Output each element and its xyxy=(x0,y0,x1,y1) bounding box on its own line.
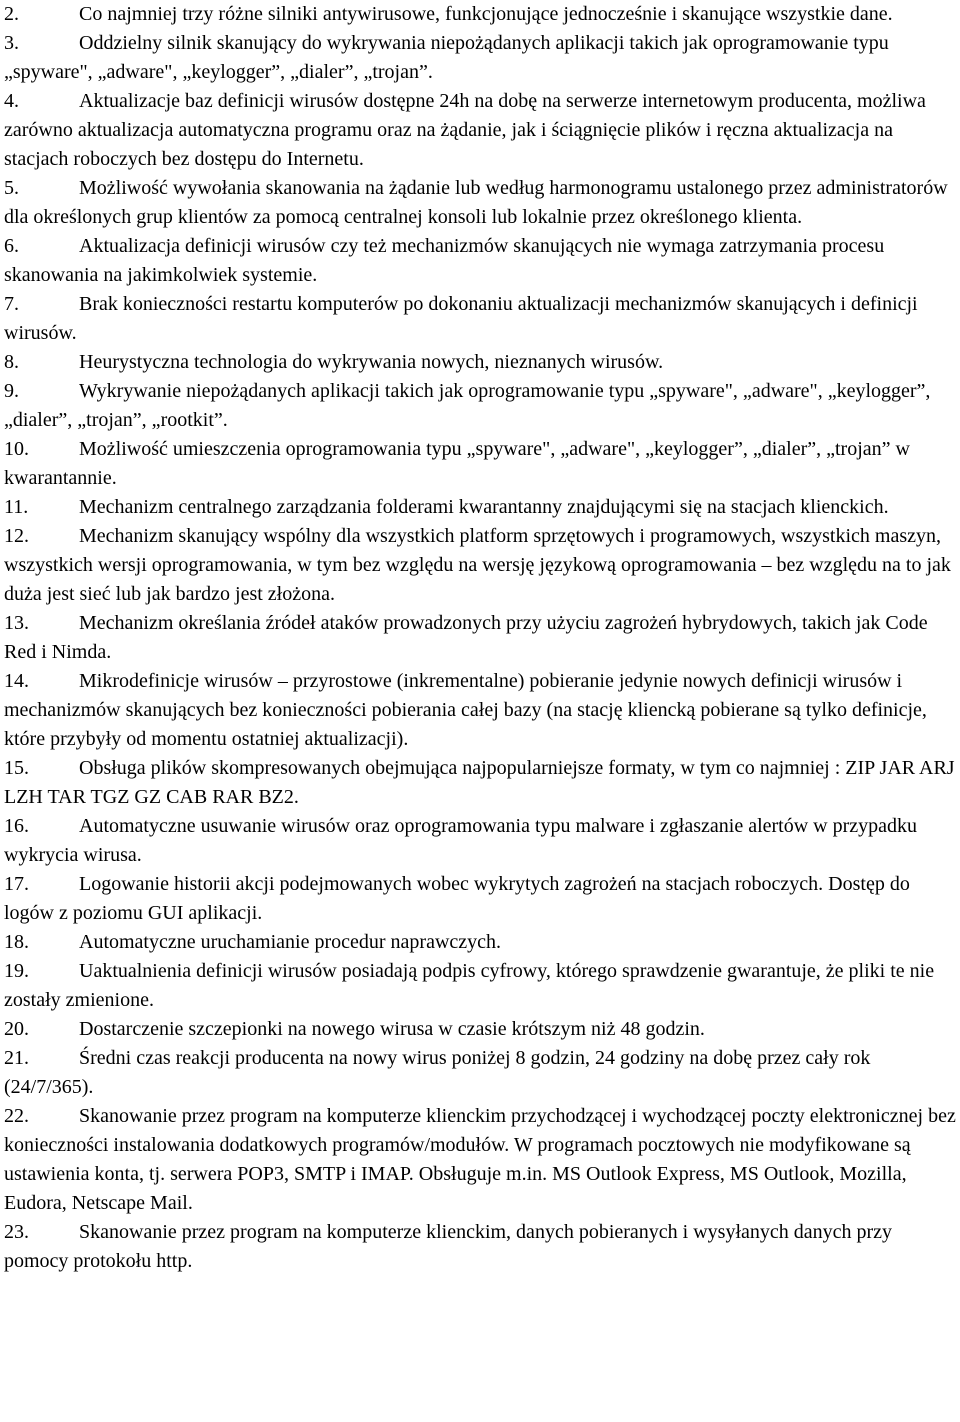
list-item xyxy=(4,1044,956,1102)
item-number: 14. xyxy=(4,670,29,692)
item-number: 6. xyxy=(4,235,19,257)
item-text: Mechanizm określania źródeł ataków prowadzonych przy użyciu zagrożeń hybrydowych, takich jak Code Red i Nimda. xyxy=(4,612,928,663)
item-text: Mechanizm centralnego zarządzania folderami kwarantanny znajdującymi się na stacjach klienckich. xyxy=(79,496,889,518)
list-item xyxy=(4,522,956,609)
item-text: Obsługa plików skompresowanych obejmująca najpopularniejsze formaty, w tym co najmniej : ZIP JAR ARJ LZH TAR TGZ GZ CAB RAR BZ2. xyxy=(4,757,955,808)
list-item xyxy=(4,348,956,377)
item-number: 10. xyxy=(4,438,29,460)
list-item xyxy=(4,493,956,522)
item-number: 15. xyxy=(4,757,29,779)
item-number: 20. xyxy=(4,1018,29,1040)
list-item xyxy=(4,0,956,29)
item-text: Logowanie historii akcji podejmowanych wobec wykrytych zagrożeń na stacjach roboczych. Dostęp do logów z poziomu GUI aplikacji. xyxy=(4,873,910,924)
item-number: 23. xyxy=(4,1221,29,1243)
item-text: Co najmniej trzy różne silniki antywirusowe, funkcjonujące jednocześnie i skanujące wszystkie dane. xyxy=(79,3,893,25)
list-item xyxy=(4,290,956,348)
item-number: 18. xyxy=(4,931,29,953)
item-number: 17. xyxy=(4,873,29,895)
item-text: Aktualizacje baz definicji wirusów dostępne 24h na dobę na serwerze internetowym producenta, możliwa zarówno aktualizacja automatyczna programu oraz na żądanie, jak i ściągnięcie plików i ręczna aktualizacja na stacjach roboczych bez dostępu do Internetu. xyxy=(4,90,926,170)
list-item xyxy=(4,174,956,232)
item-text: Skanowanie przez program na komputerze klienckim przychodzącej i wychodzącej poczty elektronicznej bez konieczności instalowania dodatkowych programów/modułów. W programach pocztowych nie modyfikowane są ustawienia konta, tj. serwera POP3, SMTP i IMAP. Obsługuje m.in. MS Outlook Express, MS Outlook, Mozilla, Eudora, Netscape Mail. xyxy=(4,1105,956,1214)
item-text: Wykrywanie niepożądanych aplikacji takich jak oprogramowanie typu „spyware", „adware", „keylogger”, „dialer”, „trojan”, „rootkit”. xyxy=(4,380,931,431)
item-number: 2. xyxy=(4,3,19,25)
list-item xyxy=(4,957,956,1015)
item-text: Aktualizacja definicji wirusów czy też mechanizmów skanujących nie wymaga zatrzymania procesu skanowania na jakimkolwiek systemie. xyxy=(4,235,885,286)
item-number: 16. xyxy=(4,815,29,837)
list-item xyxy=(4,1276,956,1305)
list-item xyxy=(4,87,956,174)
item-number: 5. xyxy=(4,177,19,199)
item-number: 21. xyxy=(4,1047,29,1069)
item-number: 19. xyxy=(4,960,29,982)
item-number: 9. xyxy=(4,380,19,402)
list-item xyxy=(4,609,956,667)
item-text: Oddzielny silnik skanujący do wykrywania niepożądanych aplikacji takich jak oprogramowanie typu „spyware", „adware", „keylogger”, „dialer”, „trojan”. xyxy=(4,32,889,83)
item-number: 3. xyxy=(4,32,19,54)
list-item xyxy=(4,1015,956,1044)
list-item xyxy=(4,29,956,87)
list-item xyxy=(4,754,956,812)
item-text: Automatyczne uruchamianie procedur naprawczych. xyxy=(79,931,502,953)
item-text: Skanowanie przez program na komputerze klienckim, danych pobieranych i wysyłanych danych przy pomocy protokołu http. xyxy=(4,1221,893,1272)
list-item xyxy=(4,232,956,290)
item-text: Heurystyczna technologia do wykrywania nowych, nieznanych wirusów. xyxy=(79,351,664,373)
item-number: 4. xyxy=(4,90,19,112)
item-number: 12. xyxy=(4,525,29,547)
item-number: 7. xyxy=(4,293,19,315)
item-text: Mikrodefinicje wirusów – przyrostowe (inkrementalne) pobieranie jedynie nowych definicji wirusów i mechanizmów skanujących bez konieczności pobierania całej bazy (na stację kliencką pobierane są tylko definicje, które przybyły od momentu ostatniej aktualizacji). xyxy=(4,670,927,750)
list-item xyxy=(4,928,956,957)
list-item xyxy=(4,1102,956,1218)
item-text: Średni czas reakcji producenta na nowy wirus poniżej 8 godzin, 24 godziny na dobę przez cały rok (24/7/365). xyxy=(4,1047,871,1098)
list-item xyxy=(4,667,956,754)
item-number: 11. xyxy=(4,496,29,518)
item-text: Brak konieczności restartu komputerów po dokonaniu aktualizacji mechanizmów skanujących i definicji wirusów. xyxy=(4,293,918,344)
item-number: 8. xyxy=(4,351,19,373)
list-item xyxy=(4,377,956,435)
item-number: 22. xyxy=(4,1105,29,1127)
list-item xyxy=(4,870,956,928)
item-number: 13. xyxy=(4,612,29,634)
item-text: Dostarczenie szczepionki na nowego wirusa w czasie krótszym niż 48 godzin. xyxy=(79,1018,705,1040)
item-text: Możliwość wywołania skanowania na żądanie lub według harmonogramu ustalonego przez administratorów dla określonych grup klientów za pomocą centralnej konsoli lub lokalnie przez określonego klienta. xyxy=(4,177,948,228)
item-text: Możliwość umieszczenia oprogramowania typu „spyware", „adware", „keylogger”, „dialer”, „trojan” w kwarantannie. xyxy=(4,438,910,489)
list-item xyxy=(4,1218,956,1276)
item-text: Mechanizm skanujący wspólny dla wszystkich platform sprzętowych i programowych, wszystkich maszyn, wszystkich wersji oprogramowania, w tym bez względu na wersję językową oprogramowania – bez względu na to jak duża jest sieć lub jak bardzo jest złożona. xyxy=(4,525,951,605)
item-text: Uaktualnienia definicji wirusów posiadają podpis cyfrowy, którego sprawdzenie gwarantuje, że pliki te nie zostały zmienione. xyxy=(4,960,935,1011)
list-item xyxy=(4,812,956,870)
item-text: Automatyczne usuwanie wirusów oraz oprogramowania typu malware i zgłaszanie alertów w przypadku wykrycia wirusa. xyxy=(4,815,918,866)
list-item xyxy=(4,435,956,493)
